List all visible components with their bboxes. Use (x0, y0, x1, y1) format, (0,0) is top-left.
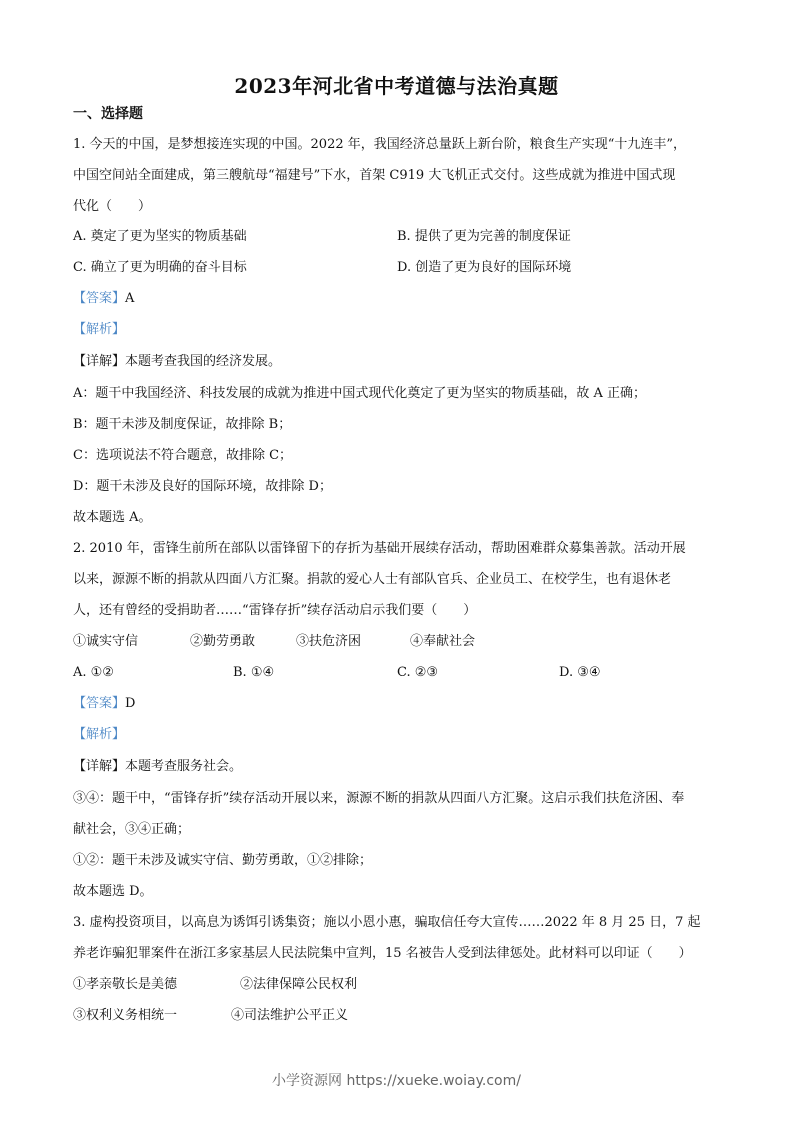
footer-watermark: 小学资源网 https://xueke.woiay.com/ (272, 1073, 521, 1089)
q1-stem-line-3: 代化（ ） (73, 199, 152, 214)
q2-answer (73, 695, 135, 713)
page-title: 2023年河北省中考道德与法治真题 (234, 74, 559, 98)
q1-answer (73, 290, 134, 308)
answer-value: D (125, 696, 136, 711)
q2-detail-line-2: ③④：题干中，“雷锋存折”续存活动开展以来，源源不断的捐款从四面八方汇聚。这启示我们扶危济困、奉 (73, 791, 685, 806)
q2-option-b: B. ①④ (233, 665, 275, 680)
q2-item-3: ③扶危济困 (296, 634, 362, 649)
q2-detail-line-3: 献社会，③④正确； (73, 822, 191, 837)
q2-stem-line-2: 以来，源源不断的捐款从四面八方汇聚。捐款的爱心人士有部队官兵、企业员工、在校学生，也有退休老 (73, 572, 672, 587)
q3-item-2: ②法律保障公民权利 (240, 977, 358, 992)
q2-option-d: D. ③④ (559, 665, 601, 680)
q1-option-c: C. 确立了更为明确的奋斗目标 (73, 260, 247, 275)
q1-detail-line-5: D：题干未涉及良好的国际环境，故排除 D； (73, 479, 332, 494)
q3-item-3: ③权利义务相统一 (73, 1008, 178, 1023)
q2-detail-line-1: 【详解】本题考查服务社会。 (73, 759, 243, 774)
q1-option-b: B. 提供了更为完善的制度保证 (397, 229, 571, 244)
q1-detail-line-6: 故本题选 A。 (73, 510, 152, 525)
q1-detail-line-2: A：题干中我国经济、科技发展的成就为推进中国式现代化奠定了更为坚实的物质基础，故 A 正确； (73, 386, 647, 401)
section-heading: 一、选择题 (73, 106, 143, 122)
q2-stem-line-1: 2. 2010 年，雷锋生前所在部队以雷锋留下的存折为基础开展续存活动，帮助困难群众募集善款。活动开展 (73, 541, 686, 556)
q1-stem-line-1: 1. 今天的中国，是梦想接连实现的中国。2022 年，我国经济总量跃上新台阶，粮食生产实现“十九连丰”， (73, 137, 687, 152)
q1-detail-line-1: 【详解】本题考查我国的经济发展。 (73, 354, 282, 369)
answer-tag: 【答案】 (73, 291, 126, 306)
q1-analysis-tag: 【解析】 (73, 322, 126, 337)
q3-item-4: ④司法维护公平正义 (231, 1008, 349, 1023)
q1-detail-line-4: C：选项说法不符合题意，故排除 C； (73, 448, 293, 463)
q2-item-2: ②勤劳勇敢 (190, 634, 256, 649)
q2-option-a: A. ①② (73, 665, 114, 680)
q2-analysis-tag: 【解析】 (73, 727, 126, 742)
q3-stem-line-2: 养老诈骗犯罪案件在浙江多家基层人民法院集中宣判，15 名被告人受到法律惩处。此材料可以印证（ ） (73, 946, 692, 961)
q2-option-c: C. ②③ (397, 665, 439, 680)
q2-stem-line-3: 人，还有曾经的受捐助者……“雷锋存折”续存活动启示我们要（ ） (73, 603, 477, 618)
q1-detail-line-3: B：题干未涉及制度保证，故排除 B； (73, 417, 292, 432)
answer-value: A (125, 291, 135, 306)
q3-stem-line-1: 3. 虚构投资项目，以高息为诱饵引诱集资；施以小恩小惠，骗取信任夸大宣传……2022 年 8 月 25 日，7 起 (73, 915, 701, 930)
q2-item-1: ①诚实守信 (73, 634, 139, 649)
q1-stem-line-2: 中国空间站全面建成，第三艘航母“福建号”下水，首架 C919 大飞机正式交付。这些成就为推进中国式现 (73, 168, 676, 183)
q2-detail-line-5: 故本题选 D。 (73, 884, 153, 899)
q2-detail-line-4: ①②：题干未涉及诚实守信、勤劳勇敢，①②排除； (73, 853, 373, 868)
q2-item-4: ④奉献社会 (410, 634, 476, 649)
q1-option-a: A. 奠定了更为坚实的物质基础 (73, 229, 247, 244)
q1-option-d: D. 创造了更为良好的国际环境 (397, 260, 572, 275)
answer-tag: 【答案】 (73, 696, 126, 711)
q3-item-1: ①孝亲敬长是美德 (73, 977, 178, 992)
